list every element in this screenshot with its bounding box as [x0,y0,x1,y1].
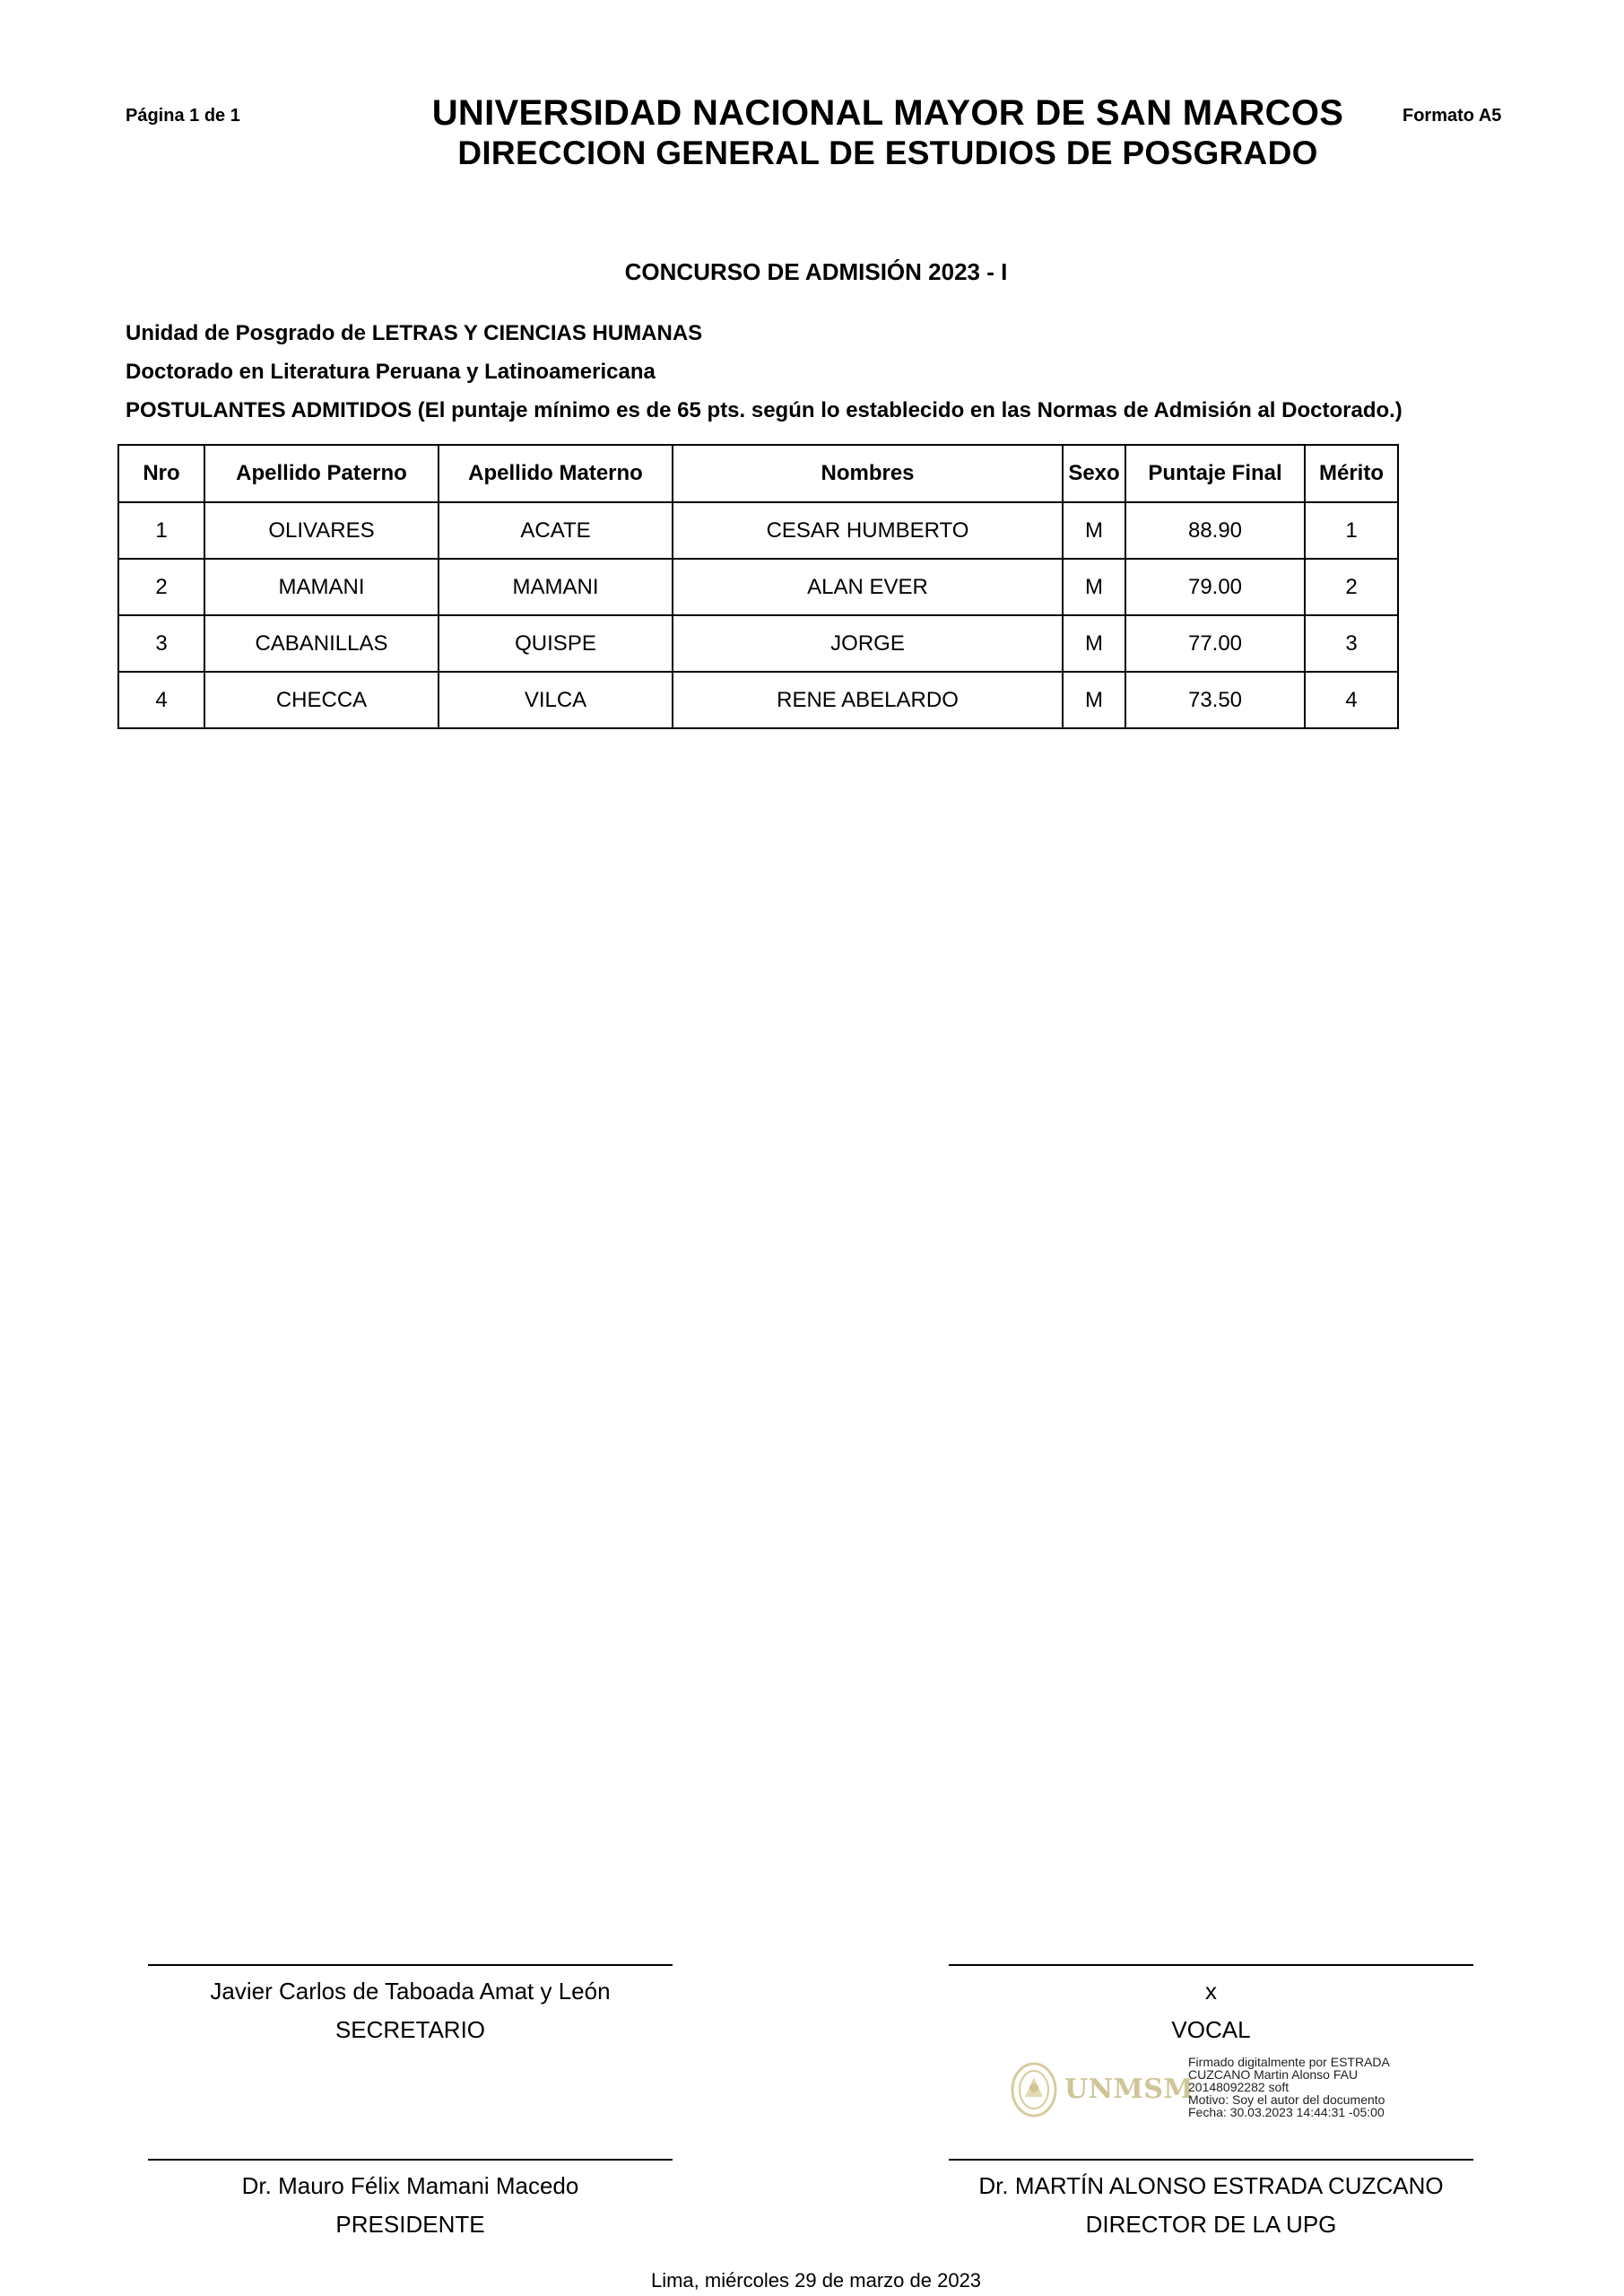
table-cell: M [1063,672,1125,728]
table-cell: VILCA [439,672,673,728]
table-cell: ALAN EVER [673,559,1063,615]
stamp-line: Firmado digitalmente por ESTRADA [1188,2055,1390,2069]
table-cell: 2 [1305,559,1398,615]
university-title: UNIVERSIDAD NACIONAL MAYOR DE SAN MARCOS [431,93,1344,133]
table-cell: 79.00 [1125,559,1305,615]
program-line: Doctorado en Literatura Peruana y Latinoamericana [126,360,656,384]
table-cell: 3 [1305,615,1398,672]
stamp-logo-text: UNMSM [1064,2074,1194,2105]
unit-line: Unidad de Posgrado de LETRAS Y CIENCIAS HUMANAS [126,321,703,345]
president-signature-line [148,2159,673,2161]
table-cell: M [1063,559,1125,615]
president-name: Dr. Mauro Félix Mamani Macedo [241,2172,579,2199]
director-signature-line [949,2159,1473,2161]
table-cell: 3 [118,615,204,672]
footer-date: Lima, miércoles 29 de marzo de 2023 [650,2269,982,2292]
table-cell: ACATE [439,502,673,559]
vocal-name: x [1205,1978,1217,2005]
table-cell: 88.90 [1125,502,1305,559]
table-row [118,672,1398,728]
page-number: Página 1 de 1 [126,106,240,126]
column-header: Nro [118,445,204,502]
table-row [118,615,1398,672]
format-label: Formato A5 [1403,106,1502,126]
table-cell: M [1063,502,1125,559]
table-cell: 4 [118,672,204,728]
president-role: PRESIDENTE [335,2211,485,2238]
direction-title: DIRECCION GENERAL DE ESTUDIOS DE POSGRADO [457,135,1318,171]
vocal-role: VOCAL [1171,2016,1251,2043]
contest-title: CONCURSO DE ADMISIÓN 2023 - I [624,258,1008,285]
director-name: Dr. MARTÍN ALONSO ESTRADA CUZCANO [978,2172,1444,2199]
stamp-details [1188,2056,1421,2118]
table-cell: CABANILLAS [204,615,439,672]
table-cell: CESAR HUMBERTO [673,502,1063,559]
column-header: Puntaje Final [1125,445,1305,502]
table-cell: CHECCA [204,672,439,728]
vocal-signature-line [949,1964,1473,1966]
table-cell: 4 [1305,672,1398,728]
stamp-line: Motivo: Soy el autor del documento [1188,2092,1385,2107]
table-cell: 2 [118,559,204,615]
secretary-signature-line [148,1964,673,1966]
column-header: Apellido Materno [439,445,673,502]
table-cell: QUISPE [439,615,673,672]
admitted-table [117,444,1399,729]
stamp-line: Fecha: 30.03.2023 14:44:31 -05:00 [1188,2105,1385,2119]
stamp-line: CUZCANO Martin Alonso FAU [1188,2067,1359,2082]
secretary-role: SECRETARIO [334,2016,486,2043]
table-cell: JORGE [673,615,1063,672]
table-cell: OLIVARES [204,502,439,559]
table-cell: MAMANI [204,559,439,615]
university-seal-icon [1009,2061,1059,2118]
table-cell: 73.50 [1125,672,1305,728]
table-header-row [118,445,1398,502]
column-header: Nombres [673,445,1063,502]
director-role: DIRECTOR DE LA UPG [1085,2211,1337,2238]
table-row [118,502,1398,559]
stamp-line: 20148092282 soft [1188,2080,1290,2094]
table-cell: RENE ABELARDO [673,672,1063,728]
column-header: Sexo [1063,445,1125,502]
table-row [118,559,1398,615]
table-cell: 1 [118,502,204,559]
column-header: Apellido Paterno [204,445,439,502]
secretary-name: Javier Carlos de Taboada Amat y León [210,1978,611,2005]
table-cell: 1 [1305,502,1398,559]
table-cell: 77.00 [1125,615,1305,672]
digital-signature-stamp [1009,2054,1421,2126]
column-header: Mérito [1305,445,1398,502]
table-cell: MAMANI [439,559,673,615]
admitted-note: POSTULANTES ADMITIDOS (El puntaje mínimo es de 65 pts. según lo establecido en las Normas de Admisión al Doctorado.) [126,398,1403,422]
table-cell: M [1063,615,1125,672]
